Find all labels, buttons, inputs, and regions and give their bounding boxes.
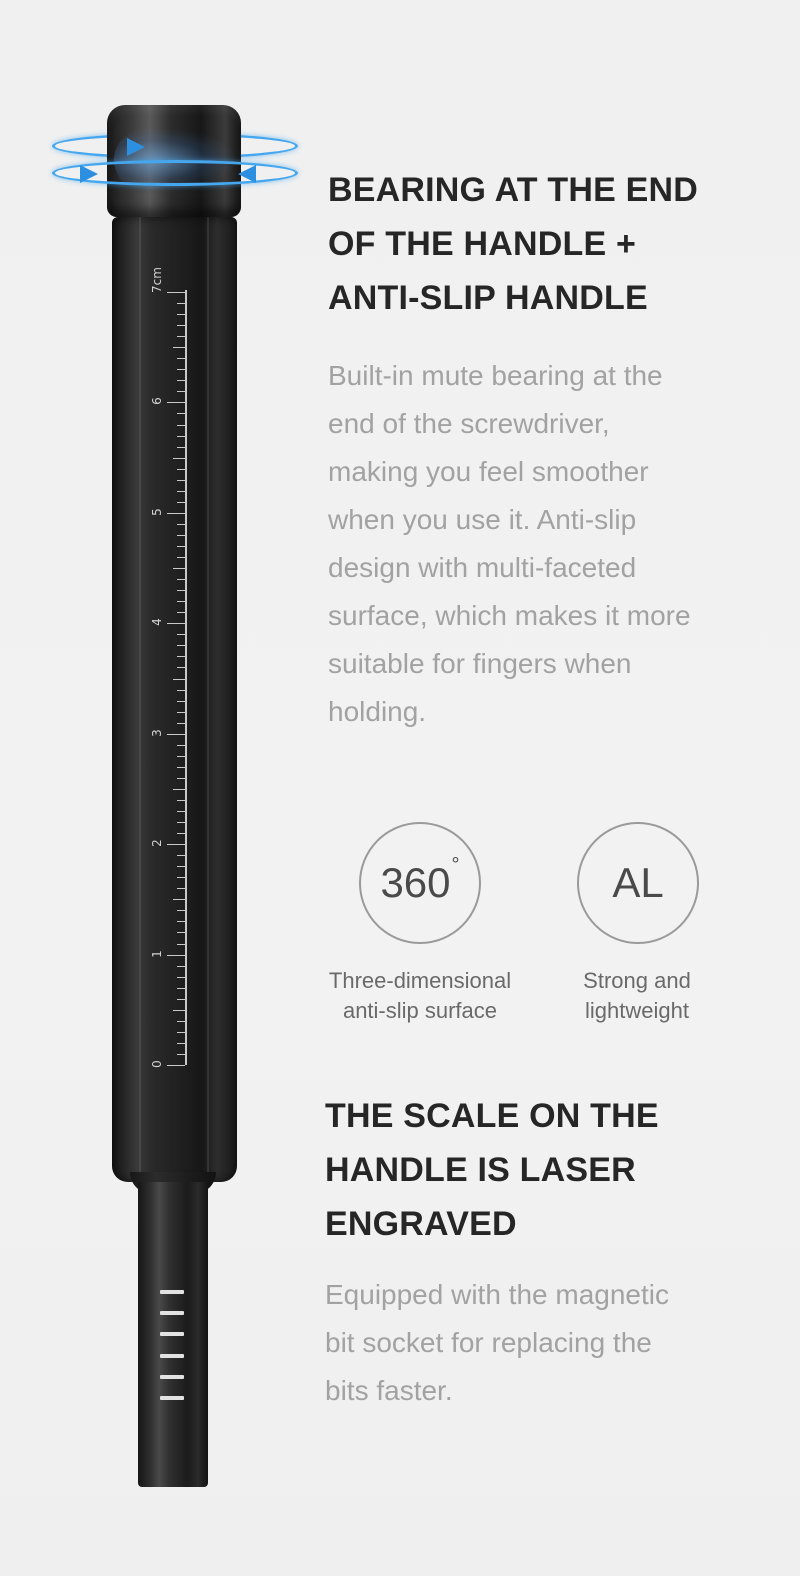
scale-tick bbox=[167, 1065, 185, 1066]
scale-tick bbox=[177, 690, 185, 691]
scale-number: 5 bbox=[150, 508, 164, 516]
brand-logo-mark bbox=[160, 1290, 184, 1294]
body-line: bits faster. bbox=[325, 1375, 453, 1406]
scale-tick bbox=[177, 590, 185, 591]
scale-tick bbox=[173, 458, 185, 459]
scale-tick bbox=[177, 358, 185, 359]
brand-logo-mark bbox=[160, 1375, 184, 1379]
scale-number: 0 bbox=[150, 1060, 164, 1068]
body-line: design with multi-faceted bbox=[328, 552, 637, 583]
heading-line: ENGRAVED bbox=[325, 1205, 517, 1243]
body-line: Equipped with the magnetic bbox=[325, 1279, 669, 1310]
feature-caption-360 bbox=[310, 966, 530, 1026]
caption-line: lightweight bbox=[585, 998, 689, 1023]
scale-tick bbox=[177, 369, 185, 370]
scale-tick bbox=[177, 1043, 185, 1044]
scale-tick bbox=[177, 413, 185, 414]
body-line: end of the screwdriver, bbox=[328, 408, 610, 439]
scale-tick bbox=[177, 480, 185, 481]
caption-line: Strong and bbox=[583, 968, 691, 993]
heading-line: BEARING AT THE END bbox=[328, 171, 699, 209]
scale-tick bbox=[177, 1021, 185, 1022]
scale-tick bbox=[177, 303, 185, 304]
brand-logo-mark bbox=[160, 1332, 184, 1336]
scale-tick bbox=[173, 347, 185, 348]
scale-tick bbox=[177, 767, 185, 768]
scale-tick bbox=[177, 634, 185, 635]
brand-logo bbox=[160, 1290, 184, 1400]
scale-number: 4 bbox=[150, 618, 164, 627]
badge-value: AL bbox=[612, 859, 664, 906]
scale-tick bbox=[177, 712, 185, 713]
scale-tick bbox=[177, 491, 185, 492]
scale-tick bbox=[177, 910, 185, 911]
scale-tick bbox=[177, 612, 185, 613]
heading-line: ANTI-SLIP HANDLE bbox=[328, 279, 648, 317]
scale-tick bbox=[177, 877, 185, 878]
scale-tick bbox=[173, 899, 185, 900]
scale-tick bbox=[177, 932, 185, 933]
scale-tick bbox=[177, 436, 185, 437]
scale-tick bbox=[177, 656, 185, 657]
scale-tick bbox=[177, 977, 185, 978]
heading-line: OF THE HANDLE + bbox=[328, 225, 637, 263]
scale-tick bbox=[173, 679, 185, 680]
scale-unit-label: 7cm bbox=[150, 267, 164, 293]
scale-tick bbox=[177, 645, 185, 646]
section-body-scale bbox=[325, 1271, 745, 1415]
scale-tick bbox=[177, 988, 185, 989]
scale-tick bbox=[167, 734, 185, 735]
scale-tick bbox=[177, 336, 185, 337]
body-line: when you use it. Anti-slip bbox=[328, 504, 637, 535]
scale-tick bbox=[177, 314, 185, 315]
scale-tick bbox=[177, 833, 185, 834]
scale-tick bbox=[177, 546, 185, 547]
engraved-scale bbox=[145, 267, 190, 1070]
scale-tick bbox=[177, 469, 185, 470]
rotation-arrow-icon bbox=[238, 165, 256, 183]
scale-tick bbox=[167, 402, 185, 403]
scale-tick bbox=[177, 723, 185, 724]
scale-tick bbox=[177, 745, 185, 746]
brand-logo-mark bbox=[160, 1354, 184, 1358]
scale-tick bbox=[177, 579, 185, 580]
heading-line: THE SCALE ON THE bbox=[325, 1097, 659, 1135]
heading-line: HANDLE IS LASER bbox=[325, 1151, 636, 1189]
scale-tick bbox=[177, 701, 185, 702]
scale-number: 2 bbox=[150, 839, 164, 847]
brand-logo-mark bbox=[160, 1311, 184, 1315]
scale-tick bbox=[173, 568, 185, 569]
scale-tick bbox=[173, 1010, 185, 1011]
scale-tick bbox=[177, 325, 185, 326]
brand-logo-mark bbox=[160, 1396, 184, 1400]
scale-tick bbox=[167, 623, 185, 624]
scale-tick bbox=[177, 855, 185, 856]
scale-spine bbox=[185, 290, 187, 1065]
scale-number: 6 bbox=[150, 397, 164, 406]
scale-tick bbox=[177, 667, 185, 668]
scale-tick bbox=[177, 888, 185, 889]
feature-badge-360 bbox=[359, 822, 481, 944]
scale-tick bbox=[173, 789, 185, 790]
scale-tick bbox=[177, 999, 185, 1000]
scale-tick bbox=[167, 955, 185, 956]
scale-tick bbox=[177, 800, 185, 801]
scale-number: 1 bbox=[150, 949, 164, 958]
section-heading-bearing bbox=[328, 163, 768, 325]
scale-tick bbox=[177, 391, 185, 392]
rotation-arrow-icon bbox=[80, 165, 98, 183]
degree-icon: ° bbox=[451, 853, 460, 876]
scale-tick bbox=[177, 557, 185, 558]
scale-tick bbox=[177, 1032, 185, 1033]
scale-tick bbox=[177, 524, 185, 525]
scale-tick bbox=[177, 811, 185, 812]
scale-number: 3 bbox=[150, 728, 164, 737]
scale-tick bbox=[177, 447, 185, 448]
scale-tick bbox=[177, 866, 185, 867]
body-line: surface, which makes it more bbox=[328, 600, 691, 631]
scale-tick bbox=[177, 756, 185, 757]
body-line: making you feel smoother bbox=[328, 456, 649, 487]
section-heading-scale bbox=[325, 1089, 765, 1251]
scale-tick bbox=[167, 844, 185, 845]
feature-badge-al bbox=[577, 822, 699, 944]
scale-tick bbox=[177, 921, 185, 922]
handle-facet-edge bbox=[139, 217, 141, 1182]
rotation-arrow-icon bbox=[127, 138, 145, 156]
screwdriver-illustration bbox=[0, 0, 320, 1576]
scale-tick bbox=[177, 966, 185, 967]
scale-tick bbox=[177, 822, 185, 823]
badge-value: 360 bbox=[380, 859, 451, 906]
scale-tick bbox=[167, 292, 185, 293]
scale-tick bbox=[177, 535, 185, 536]
feature-caption-al bbox=[542, 966, 732, 1026]
scale-tick bbox=[177, 425, 185, 426]
handle-facet-edge bbox=[207, 217, 209, 1182]
body-line: bit socket for replacing the bbox=[325, 1327, 652, 1358]
caption-line: Three-dimensional bbox=[328, 968, 512, 993]
scale-tick bbox=[177, 601, 185, 602]
scale-tick bbox=[177, 380, 185, 381]
scale-tick bbox=[177, 502, 185, 503]
scale-tick bbox=[177, 944, 185, 945]
scale-tick bbox=[167, 513, 185, 514]
body-line: Built-in mute bearing at the bbox=[328, 360, 663, 391]
caption-line: anti-slip surface bbox=[342, 998, 498, 1023]
section-body-bearing bbox=[328, 352, 748, 736]
body-line: suitable for fingers when bbox=[328, 648, 632, 679]
scale-tick bbox=[177, 778, 185, 779]
body-line: holding. bbox=[328, 696, 427, 727]
scale-tick bbox=[177, 1054, 185, 1055]
